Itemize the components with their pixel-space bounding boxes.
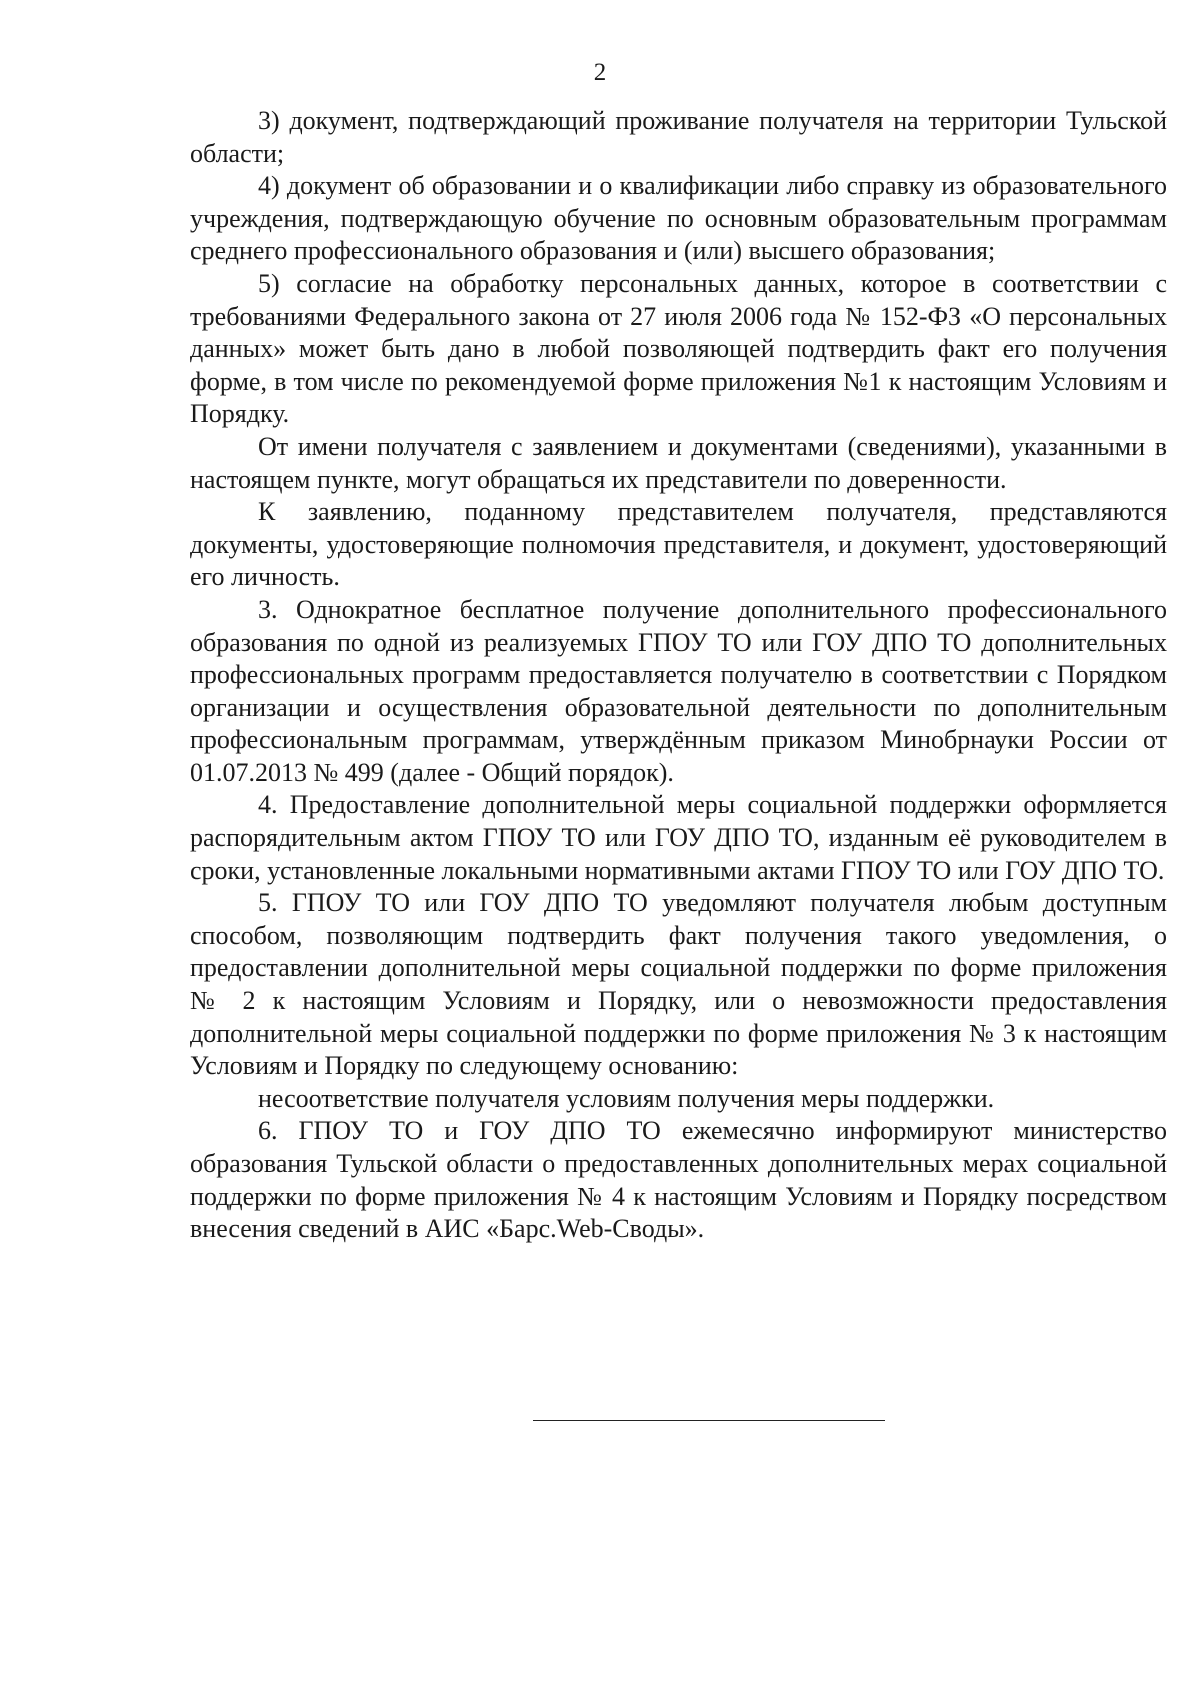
paragraph-item-5-personal-data-consent: 5) согласие на обработку персональных данных, которое в соответствии с требованиями Федерального закона от 27 июля 2006 года № 152-ФЗ «О персональных данных» может быть дано в любой позволяющей подтвердить факт его получения форме, в том числе по рекомендуемой форме приложения №1 к настоящим Условиям и Порядку. [190, 268, 1167, 429]
paragraph-clause-3: 3. Однократное бесплатное получение дополнительного профессионального образования по одной из реализуемых ГПОУ ТО или ГОУ ДПО ТО дополнительных профессиональных программ предоставляется получателю в соответствии с Порядком организации и осуществления образовательной деятельности по дополнительным профессиональным программам, утверждённым приказом Минобрнауки России от 01.07.2013 № 499 (далее - Общий порядок). [190, 594, 1167, 787]
paragraph-clause-5: 5. ГПОУ ТО или ГОУ ДПО ТО уведомляют получателя любым доступным способом, позволяющим подтвердить факт получения такого уведомления, о предоставлении дополнительной меры социальной поддержки по форме приложения № 2 к настоящим Условиям и Порядку, или о невозможности предоставления дополнительной меры социальной поддержки по форме приложения № 3 к настоящим Условиям и Порядку по следующему основанию: [190, 888, 1167, 1081]
paragraph-refusal-ground: несоответствие получателя условиям получения меры поддержки. [258, 1083, 995, 1113]
closing-rule [533, 1420, 885, 1421]
paragraph-representative-documents: К заявлению, поданному представителем получателя, представляются документы, удостоверяющие полномочия представителя, и документ, удостоверяющий его личность. [190, 497, 1167, 592]
paragraph-item-3-residence-document: 3) документ, подтверждающий проживание получателя на территории Тульской области; [190, 106, 1167, 168]
page-number: 2 [593, 59, 607, 86]
paragraph-item-4-education-document: 4) документ об образовании и о квалификации либо справку из образовательного учреждения, подтверждающую обучение по основным образовательным программам среднего профессионального образования и (или) высшего образования; [190, 171, 1167, 266]
paragraph-clause-4: 4. Предоставление дополнительной меры социальной поддержки оформляется распорядительным актом ГПОУ ТО или ГОУ ДПО ТО, изданным её руководителем в сроки, установленные локальными нормативными актами ГПОУ ТО или ГОУ ДПО ТО. [190, 790, 1167, 885]
paragraph-clause-6: 6. ГПОУ ТО и ГОУ ДПО ТО ежемесячно информируют министерство образования Тульской области о предоставленных дополнительных мерах социальной поддержки по форме приложения № 4 к настоящим Условиям и Порядку посредством внесения сведений в АИС «Барс.Web-Своды». [190, 1116, 1167, 1244]
paragraph-representatives: От имени получателя с заявлением и документами (сведениями), указанными в настоящем пункте, могут обращаться их представители по доверенности. [190, 431, 1167, 494]
document-body [190, 105, 1167, 1246]
